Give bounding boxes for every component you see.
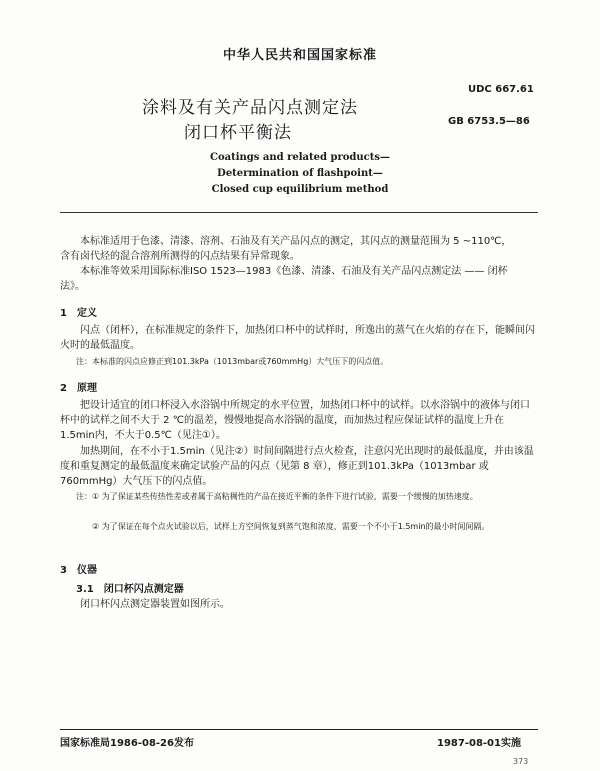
gb-code: GB 6753.5—86: [448, 116, 530, 127]
title-zh-line2: 闭口杯平衡法: [184, 123, 292, 143]
title-en-line2: Determination of flashpoint—: [217, 168, 383, 179]
section-1-note: 注：本标准的闪点应修正到101.3kPa（1013mbar或760mmHg）大气压下的闪点值。: [76, 357, 389, 366]
section-2-p1: 把设计适宜的闭口杯浸入水浴锅中所规定的水平位置，加热闭口杯中的试样。以水浴锅中的液体与闭口杯中的试样之间不大于 2 ℃的温差，慢慢地提高水浴锅的温度，而加热过程应保证试样的温度上升在1.5min内，不大于0.5℃（见注①）。: [60, 400, 530, 441]
section-1-body: 闪点（闭杯），在标准规定的条件下，加热闭口杯中的试样时，所逸出的蒸气在火焰的存在下，能瞬间闪火时的最低温度。: [60, 325, 535, 351]
title-zh-line1: 涂料及有关产品闪点测定法: [142, 98, 358, 118]
section-2-p2: 加热期间，在不小于1.5min（见注②）时间间隔进行点火检查，注意闪光出现时的最低温度，并由该温度和重复测定的最低温度来确定试验产品的闪点（见第 8 章），修正到101.3kPa（1013mbar 或760mmHg）大气压下的闪点值。: [60, 446, 534, 487]
issued-date: 国家标准局1986-08-26发布: [60, 738, 194, 749]
section-2-note-1: 注：① 为了保证某些传热性差或者属于高粘稠性的产品在接近平衡的条件下进行试验，需要一个缓慢的加热速度。: [76, 492, 478, 501]
section-3-1-body: 闭口杯闪点测定器装置如图所示。: [80, 599, 230, 610]
udc-code: UDC 667.61: [468, 84, 534, 95]
footer-divider: [60, 729, 538, 730]
section-2-note-2: ② 为了保证在每个点火试验以后，试样上方空间恢复到蒸气饱和浓度，需要一个不小于1.5min的最小时间间隔。: [92, 522, 490, 531]
title-en-line1: Coatings and related products—: [209, 152, 391, 163]
title-en-line3: Closed cup equilibrium method: [211, 184, 389, 195]
effective-date: 1987-08-01实施: [437, 738, 521, 749]
section-3-heading: 3 仪器: [60, 565, 97, 576]
intro-p2-line2: 法》。: [60, 281, 85, 292]
section-1-heading: 1 定义: [60, 308, 97, 319]
section-3-1-heading: 3.1 闭口杯闪点测定器: [76, 584, 184, 595]
intro-p1-line1: 本标准适用于色漆、清漆、溶剂、石油及有关产品闪点的测定，其闪点的测量范围为 5 ~110℃，: [80, 236, 512, 247]
page-number: 373: [513, 757, 529, 766]
intro-p2-line1: 本标准等效采用国际标准ISO 1523—1983《色漆、清漆、石油及有关产品闪点测定法 —— 闭杯: [80, 266, 508, 277]
section-2-heading: 2 原理: [60, 383, 97, 394]
header-divider: [60, 212, 538, 213]
national-standard-heading: 中华人民共和国国家标准: [222, 48, 377, 63]
intro-p1-line2: 含有卤代烃的混合溶剂所测得的闪点结果有异常现象。: [60, 251, 300, 262]
